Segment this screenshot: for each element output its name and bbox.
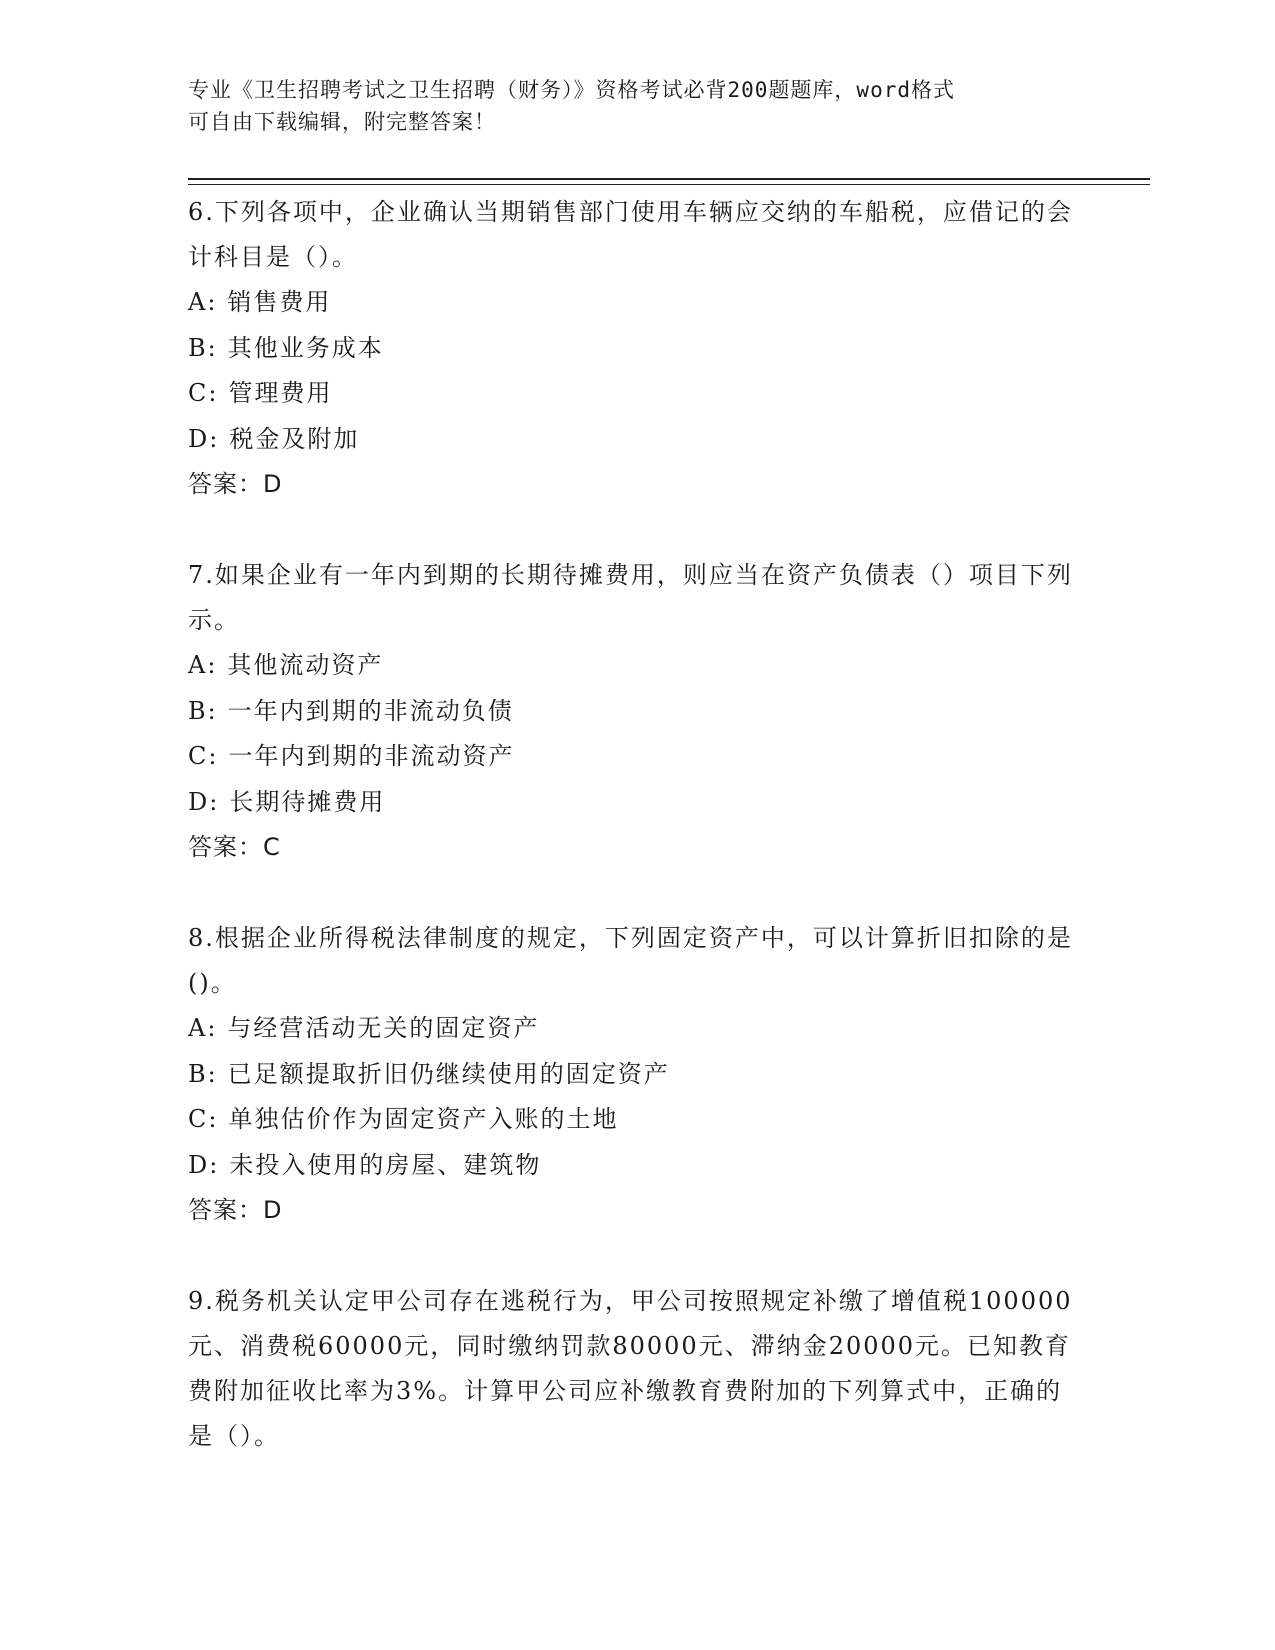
option-key: B: xyxy=(188,1059,218,1088)
option-a xyxy=(188,1006,1088,1052)
question-list xyxy=(188,190,1088,1459)
header-title-line-1: 专业《卫生招聘考试之卫生招聘（财务）》资格考试必背200题题库，word格式 xyxy=(188,78,955,102)
option-key: C: xyxy=(188,742,219,770)
question-stem: 6.下列各项中，企业确认当期销售部门使用车辆应交纳的车船税，应借记的会计科目是（）。 xyxy=(188,198,1073,271)
option-text: 一年内到期的非流动资产 xyxy=(228,742,515,770)
header-divider-thick xyxy=(188,178,1150,180)
option-key: C: xyxy=(188,379,219,407)
option-d xyxy=(188,1143,1088,1189)
option-text: 未投入使用的房屋、建筑物 xyxy=(229,1150,542,1179)
header-divider-thin xyxy=(188,184,1150,185)
question-8 xyxy=(188,916,1088,1233)
option-key: D: xyxy=(188,1150,220,1179)
question-stem: 8.根据企业所得税法律制度的规定，下列固定资产中，可以计算折旧扣除的是()。 xyxy=(188,924,1073,997)
option-text: 一年内到期的非流动负债 xyxy=(227,696,514,725)
option-key: C: xyxy=(188,1105,219,1133)
option-text: 销售费用 xyxy=(227,288,332,316)
option-text: 与经营活动无关的固定资产 xyxy=(227,1014,540,1042)
option-text: 税金及附加 xyxy=(229,424,360,453)
answer-line: 答案：C xyxy=(188,833,281,861)
document-header xyxy=(188,74,1088,138)
option-key: D: xyxy=(188,424,220,453)
option-text: 管理费用 xyxy=(228,379,333,407)
option-key: A: xyxy=(188,288,218,316)
option-a xyxy=(188,643,1088,689)
option-c xyxy=(188,371,1088,417)
option-text: 其他流动资产 xyxy=(227,651,384,679)
question-9 xyxy=(188,1279,1088,1459)
option-text: 单独估价作为固定资产入账的土地 xyxy=(228,1105,619,1133)
answer-line: 答案：D xyxy=(188,470,283,498)
question-spacer xyxy=(188,1233,1088,1279)
question-6 xyxy=(188,190,1088,507)
option-d xyxy=(188,780,1088,826)
option-key: A: xyxy=(188,651,218,679)
option-b xyxy=(188,689,1088,735)
option-text: 其他业务成本 xyxy=(227,333,384,362)
option-key: B: xyxy=(188,333,218,362)
question-stem: 9.税务机关认定甲公司存在逃税行为，甲公司按照规定补缴了增值税100000元、消费税60000元，同时缴纳罚款80000元、滞纳金20000元。已知教育费附加征收比率为3%。计算甲公司应补缴教育费附加的下列算式中，正确的是（）。 xyxy=(188,1287,1073,1450)
header-title-line-2: 可自由下载编辑，附完整答案！ xyxy=(188,110,496,134)
option-text: 已足额提取折旧仍继续使用的固定资产 xyxy=(227,1059,670,1088)
question-stem: 7.如果企业有一年内到期的长期待摊费用，则应当在资产负债表（）项目下列示。 xyxy=(188,561,1073,634)
option-key: D: xyxy=(188,787,220,816)
option-key: A: xyxy=(188,1014,218,1042)
question-7 xyxy=(188,553,1088,870)
question-spacer xyxy=(188,870,1088,916)
option-b xyxy=(188,326,1088,372)
question-spacer xyxy=(188,507,1088,553)
option-d xyxy=(188,417,1088,463)
answer-line: 答案：D xyxy=(188,1196,283,1224)
option-text: 长期待摊费用 xyxy=(229,787,386,816)
option-a xyxy=(188,280,1088,326)
option-c xyxy=(188,734,1088,780)
option-c xyxy=(188,1097,1088,1143)
option-b xyxy=(188,1052,1088,1098)
option-key: B: xyxy=(188,696,218,725)
